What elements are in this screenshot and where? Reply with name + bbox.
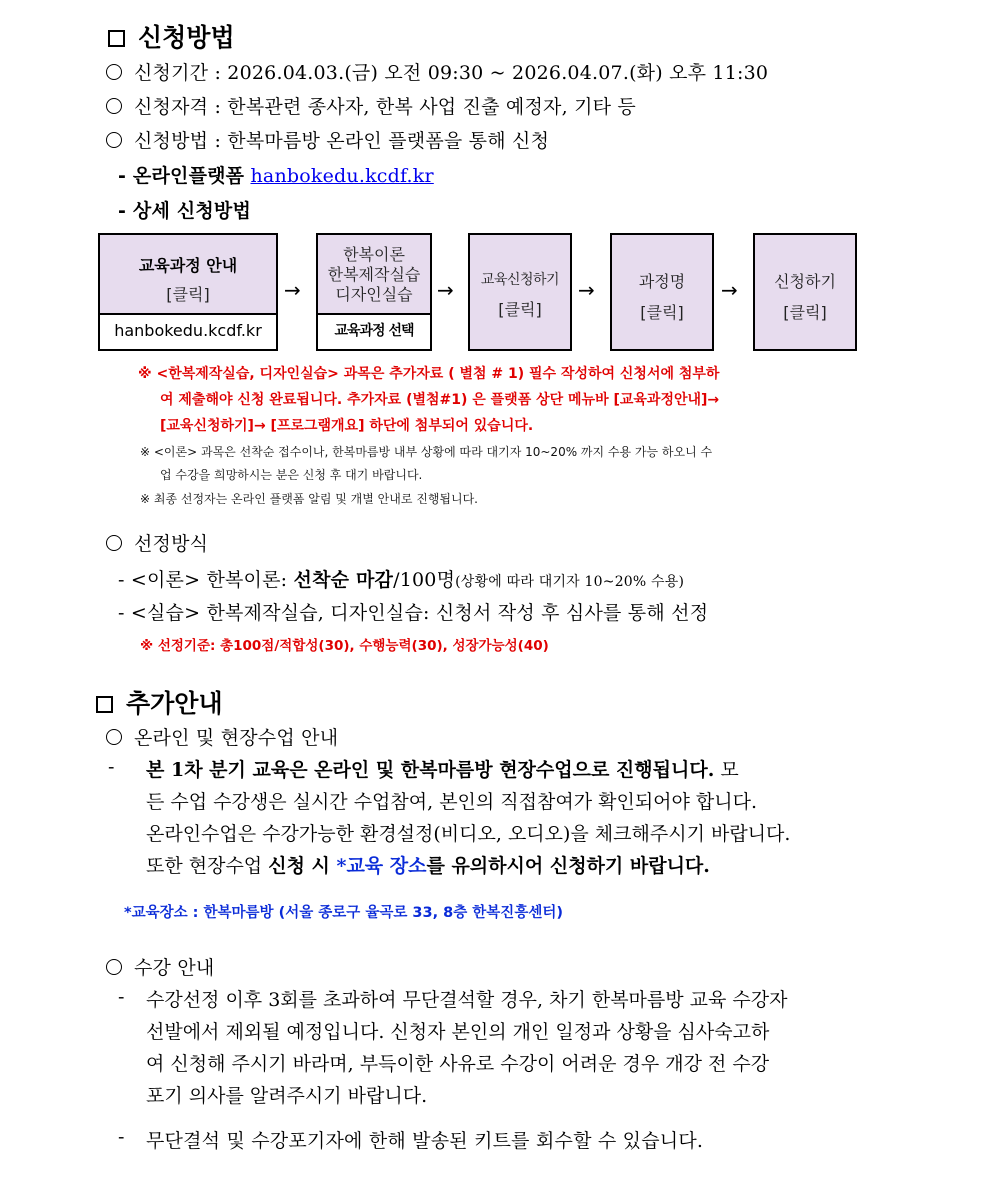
step4-click: [클릭] — [640, 303, 684, 322]
step5-title: 신청하기 — [774, 272, 836, 291]
course-guide-title — [106, 953, 214, 980]
flow-arrow-4: → — [721, 278, 738, 302]
theory-prefix: - <이론> 한복이론: — [118, 569, 294, 591]
p1-line4-a: 또한 현장수업 — [146, 855, 269, 877]
step1-title: 교육과정 안내 — [138, 256, 238, 275]
platform-link[interactable]: hanbokedu.kcdf.kr — [250, 165, 434, 187]
step2-line2: 한복제작실습 — [327, 265, 421, 284]
red-note-line3: [교육신청하기]→ [프로그램개요] 하단에 첨부되어 있습니다. — [160, 418, 534, 434]
absence-paragraph — [146, 984, 898, 1112]
step1-click: [클릭] — [166, 285, 210, 304]
course-guide-title-text: 수강 안내 — [134, 957, 215, 979]
apply-period-text: 신청기간 : 2026.04.03.(금) 오전 09:30 ~ 2026.04.07.(화) 오후 11:30 — [134, 62, 769, 84]
flow-step-course-name — [610, 233, 714, 351]
apply-method-text: 신청방법 : 한복마름방 온라인 플랫폼을 통해 신청 — [134, 130, 550, 152]
step5-click: [클릭] — [783, 303, 827, 322]
kit-return-text: 무단결석 및 수강포기자에 한해 발송된 키트를 회수할 수 있습니다. — [146, 1130, 704, 1152]
circle-bullet-icon — [106, 64, 122, 80]
section-title-text: 신청방법 — [138, 23, 235, 52]
small-note1-line2: 업 수강을 희망하시는 분은 신청 후 대기 바랍니다. — [160, 468, 423, 482]
theory-bold: 선착순 마감 — [293, 569, 394, 591]
checkbox-square-icon — [96, 696, 113, 713]
p1-tail: 모 — [714, 759, 739, 781]
place-note: *교육장소 : 한복마름방 (서울 종로구 율곡로 33, 8층 한복진흥센터) — [124, 905, 563, 921]
step3-click: [클릭] — [498, 300, 542, 319]
apply-method — [106, 126, 549, 153]
circle-bullet-icon — [106, 959, 122, 975]
circle-bullet-icon — [106, 535, 122, 551]
flow-arrow-1: → — [284, 278, 301, 302]
step4-title: 과정명 — [638, 272, 686, 291]
circle-bullet-icon — [106, 98, 122, 114]
online-onsite-title-text: 온라인 및 현장수업 안내 — [134, 727, 339, 749]
c1-line3: 여 신청해 주시기 바라며, 부득이한 사유로 수강이 어려운 경우 개강 전 수강 — [146, 1053, 770, 1075]
apply-eligibility — [106, 92, 636, 119]
flow-arrow-2: → — [437, 278, 454, 302]
section-title-apply — [108, 18, 235, 54]
selection-title — [106, 529, 208, 556]
dash-marker: - — [118, 1126, 125, 1148]
p1-line2: 든 수업 수강생은 실시간 수업참여, 본인의 직접참여가 확인되어야 합니다. — [146, 791, 758, 813]
step2-select: 교육과정 선택 — [318, 313, 430, 349]
dash-marker: - — [118, 986, 125, 1008]
onsite-paragraph — [146, 754, 898, 882]
detail-method-label: - 상세 신청방법 — [118, 200, 252, 222]
c1-line2: 선발에서 제외될 예정입니다. 신청자 본인의 개인 일정과 상황을 심사숙고하 — [146, 1021, 770, 1043]
theory-rest: /100명 — [393, 569, 456, 591]
circle-bullet-icon — [106, 132, 122, 148]
apply-period — [106, 58, 768, 85]
flow-step-apply-course — [468, 233, 572, 351]
p1-line4-d: 를 유의하시어 신청하기 바랍니다. — [426, 855, 710, 877]
selection-criteria: ※ 선정기준: 총100점/적합성(30), 수행능력(30), 성장가능성(40) — [140, 638, 549, 654]
checkbox-square-icon — [108, 30, 125, 47]
section-title-additional — [96, 684, 223, 720]
p1-line4-b: 신청 시 — [268, 855, 337, 877]
flow-step-apply — [753, 233, 857, 351]
flow-step-select-course — [316, 233, 432, 351]
flow-arrow-3: → — [578, 278, 595, 302]
apply-eligibility-text: 신청자격 : 한복관련 종사자, 한복 사업 진출 예정자, 기타 등 — [134, 96, 636, 118]
dash-marker: - — [108, 756, 115, 778]
step1-url: hanbokedu.kcdf.kr — [100, 313, 276, 349]
selection-title-text: 선정방식 — [134, 533, 209, 555]
step2-line1: 한복이론 — [343, 245, 405, 264]
p1-bold: 본 1차 분기 교육은 온라인 및 한복마름방 현장수업으로 진행됩니다. — [146, 759, 715, 781]
c1-line4: 포기 의사를 알려주시기 바랍니다. — [146, 1085, 428, 1107]
step2-line3: 디자인실습 — [335, 285, 413, 304]
selection-theory — [118, 565, 684, 592]
selection-practice: - <실습> 한복제작실습, 디자인실습: 신청서 작성 후 심사를 통해 선정 — [118, 602, 709, 624]
section2-title-text: 추가안내 — [126, 689, 223, 718]
online-platform-row — [118, 161, 434, 188]
small-note1-line1: ※ <이론> 과목은 선착순 접수이나, 한복마름방 내부 상황에 따라 대기자 10~20% 까지 수용 가능 하오니 수 — [140, 445, 713, 459]
c1-line1: 수강선정 이후 3회를 초과하여 무단결석할 경우, 차기 한복마름방 교육 수강자 — [146, 989, 788, 1011]
online-platform-label: - 온라인플랫폼 — [118, 165, 245, 187]
red-note-line2: 여 제출해야 신청 완료됩니다. 추가자료 (별첨#1) 은 플랫폼 상단 메뉴바 [교육과정안내]→ — [160, 392, 720, 408]
p1-line4-place: *교육 장소 — [336, 855, 427, 877]
p1-line3: 온라인수업은 수강가능한 환경설정(비디오, 오디오)을 체크해주시기 바랍니다. — [146, 823, 791, 845]
red-note-line1: ※ <한복제작실습, 디자인실습> 과목은 추가자료 ( 별첨 # 1) 필수 작성하여 신청서에 첨부하 — [138, 366, 720, 382]
small-note2: ※ 최종 선정자는 온라인 플랫폼 알림 및 개별 안내로 진행됩니다. — [140, 492, 479, 506]
step3-title: 교육신청하기 — [480, 272, 560, 288]
flow-step-course-guide — [98, 233, 278, 351]
theory-small: (상황에 따라 대기자 10~20% 수용) — [455, 574, 685, 590]
circle-bullet-icon — [106, 729, 122, 745]
online-onsite-title — [106, 723, 338, 750]
